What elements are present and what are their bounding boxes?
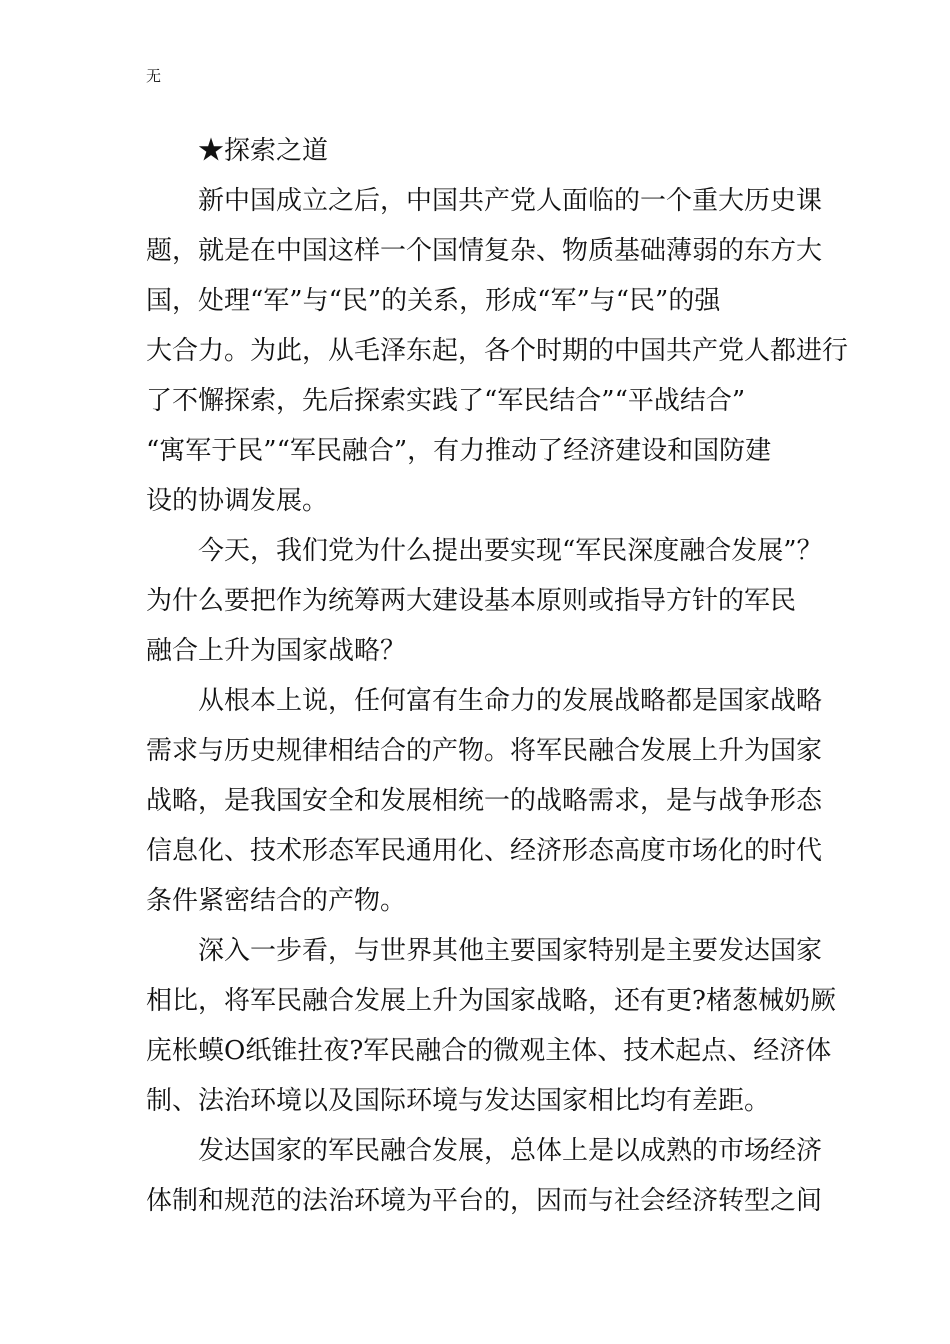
paragraph-1-line-5: 了不懈探索，先后探索实践了“军民结合”“平战结合” xyxy=(146,386,746,416)
paragraph-1-line-3: 国，处理“军”与“民”的关系，形成“军”与“民”的强 xyxy=(146,286,721,316)
paragraph-3-line-5: 条件紧密结合的产物。 xyxy=(146,886,407,916)
paragraph-4-line-4: 制、法治环境以及国际环境与发达国家相比均有差距。 xyxy=(146,1086,771,1116)
paragraph-4-line-3: 庑枨蟆O纸锥扗夜?军民融合的微观主体、技术起点、经济体 xyxy=(146,1036,832,1066)
page-header-mark: 无 xyxy=(146,67,162,85)
paragraph-2-line-2: 为什么要把作为统筹两大建设基本原则或指导方针的军民 xyxy=(146,586,797,616)
section-heading: ★探索之道 xyxy=(198,136,329,166)
paragraph-3-line-1: 从根本上说，任何富有生命力的发展战略都是国家战略 xyxy=(198,686,823,716)
paragraph-2-line-3: 融合上升为国家战略？ xyxy=(146,636,407,666)
paragraph-1-line-1: 新中国成立之后，中国共产党人面临的一个重大历史课 xyxy=(198,186,823,216)
paragraph-5-line-1: 发达国家的军民融合发展，总体上是以成熟的市场经济 xyxy=(198,1136,823,1166)
document-body xyxy=(146,126,849,1226)
paragraph-3-line-4: 信息化、技术形态军民通用化、经济形态高度市场化的时代 xyxy=(146,836,823,866)
paragraph-1-line-4: 大合力。为此，从毛泽东起，各个时期的中国共产党人都进行 xyxy=(146,336,849,366)
paragraph-2-line-1: 今天，我们党为什么提出要实现“军民深度融合发展”？ xyxy=(198,536,823,566)
paragraph-5-line-2: 体制和规范的法治环境为平台的，因而与社会经济转型之间 xyxy=(146,1186,823,1216)
paragraph-4-line-2: 相比，将军民融合发展上升为国家战略，还有更?楮葱械奶厥 xyxy=(146,986,836,1016)
paragraph-1-line-6: “寓军于民”“军民融合”，有力推动了经济建设和国防建 xyxy=(146,436,772,466)
paragraph-3-line-3: 战略，是我国安全和发展相统一的战略需求，是与战争形态 xyxy=(146,786,823,816)
paragraph-3-line-2: 需求与历史规律相结合的产物。将军民融合发展上升为国家 xyxy=(146,736,823,766)
paragraph-1-line-7: 设的协调发展。 xyxy=(146,486,329,516)
paragraph-1-line-2: 题，就是在中国这样一个国情复杂、物质基础薄弱的东方大 xyxy=(146,236,823,266)
paragraph-4-line-1: 深入一步看，与世界其他主要国家特别是主要发达国家 xyxy=(198,936,823,966)
